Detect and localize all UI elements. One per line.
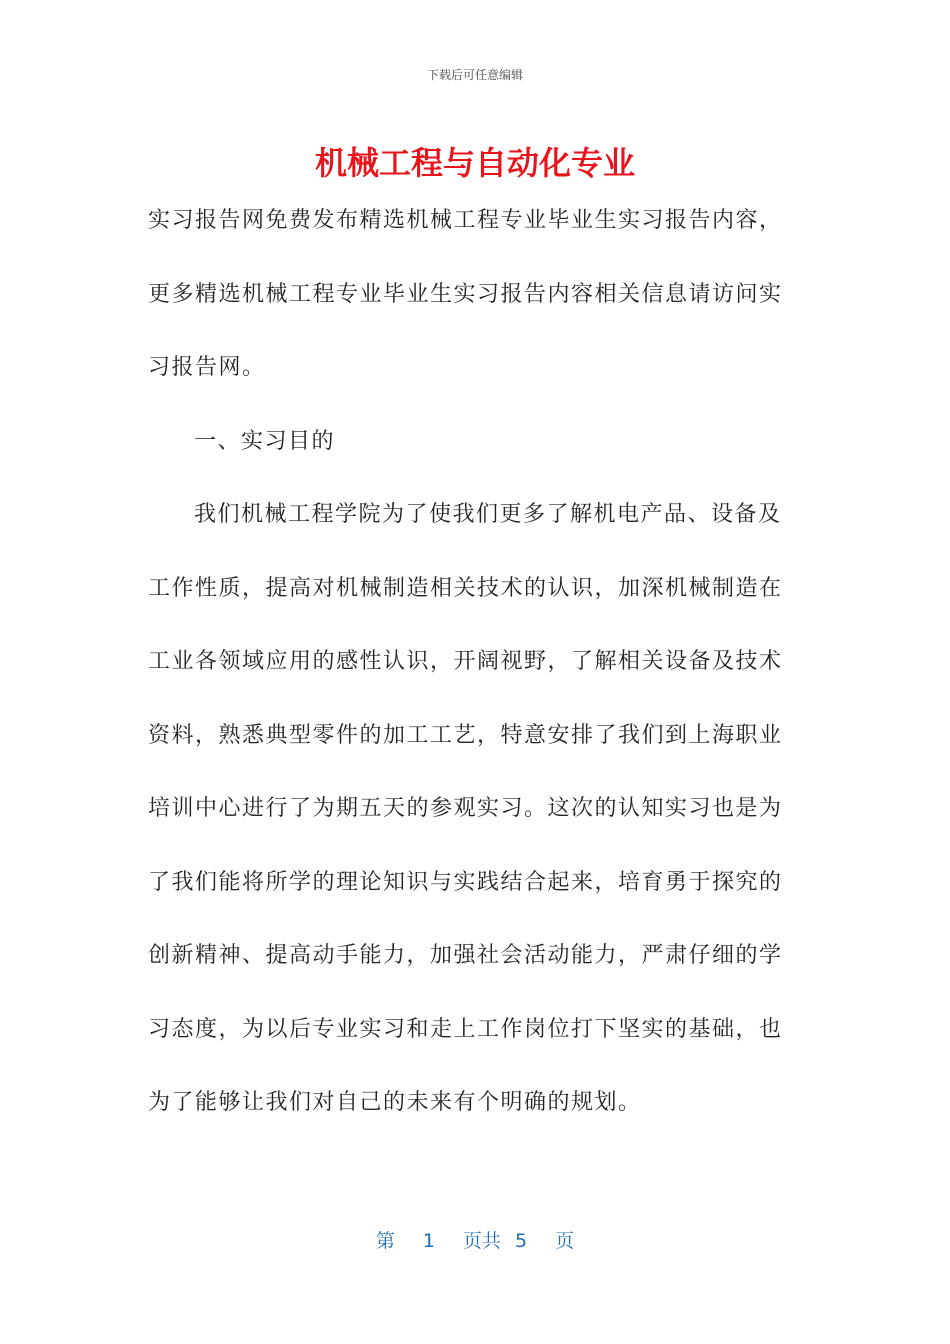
page-header-note: 下载后可任意编辑 — [426, 68, 523, 82]
section-heading: 一、实习目的 — [194, 428, 336, 454]
section-paragraph: 我们机械工程学院为了使我们更多了解机电产品、设备及工作性质，提高对机械制造相关技术的认识，加深机械制造在工业各领域应用的感性认识，开阔视野，了解相关设备及技术资料，熟悉典型零件的加工工艺，特意安排了我们到上海职业培训中心进行了为期五天的参观实习。这次的认知实习也是为了我们能将所学的理论知识与实践结合起来，培育勇于探究的创新精神、提高动手能力，加强社会活动能力，严肃仔细的学习态度，为以后专业实习和走上工作岗位打下坚实的基础，也为了能够让我们对自己的未来有个明确的规划。 — [148, 502, 783, 1115]
footer-prefix: 第 — [375, 1230, 395, 1252]
document-title: 机械工程与自动化专业 — [314, 144, 635, 182]
footer-suffix: 页 — [555, 1230, 575, 1252]
footer-page-number: 1 — [422, 1230, 435, 1252]
footer-middle: 页共 — [462, 1230, 501, 1252]
document-body — [148, 184, 798, 1140]
page-footer — [0, 1226, 950, 1253]
intro-paragraph: 实习报告网免费发布精选机械工程专业毕业生实习报告内容，更多精选机械工程专业毕业生实习报告内容相关信息请访问实习报告网。 — [148, 208, 783, 380]
footer-total-pages: 5 — [515, 1230, 528, 1252]
